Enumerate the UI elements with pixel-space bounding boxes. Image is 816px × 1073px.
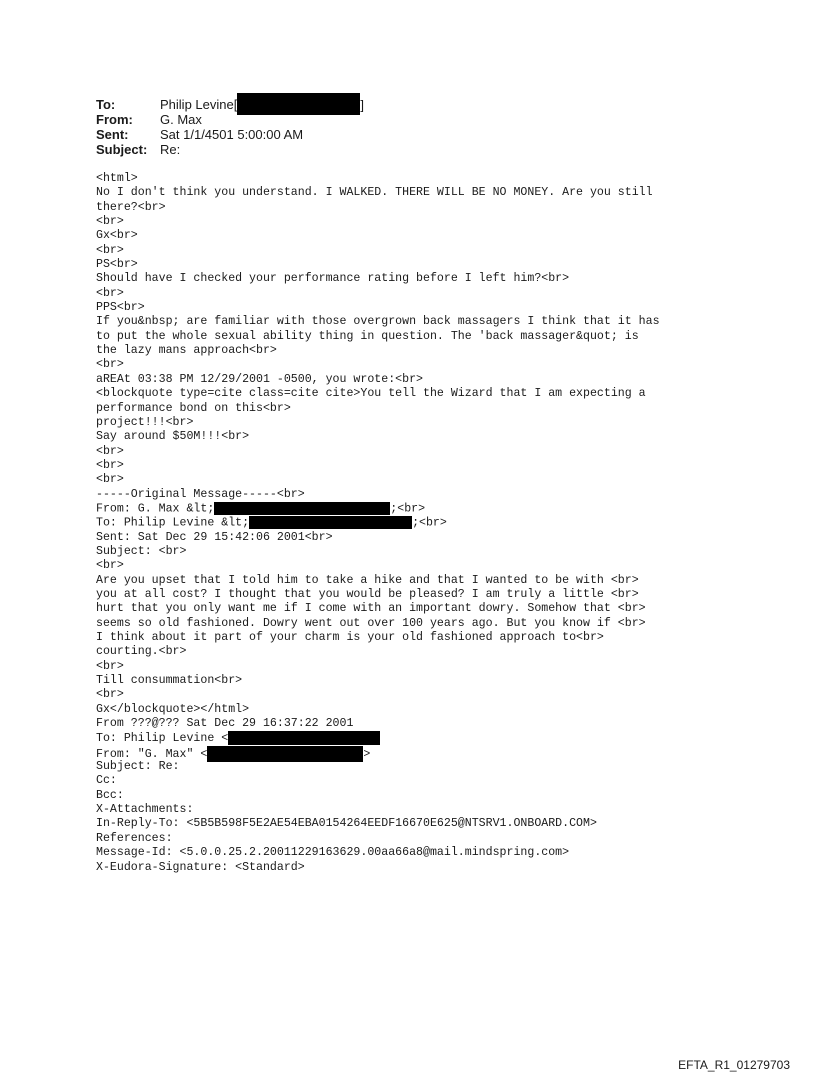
to-orig-prefix: To: Philip Levine &lt; xyxy=(96,516,250,530)
to-value: Philip Levine[ xyxy=(160,97,238,113)
body-line: In-Reply-To: <5B5B598F5E2AE54EBA0154264EEDF16670E625@NTSRV1.ONBOARD.COM> xyxy=(96,817,597,831)
body-line: hurt that you only want me if I come with an important dowry. Somehow that <br> xyxy=(96,602,646,616)
body-line: X-Attachments: xyxy=(96,803,194,817)
body-line: X-Eudora-Signature: <Standard> xyxy=(96,860,305,874)
subject-value: Re: xyxy=(160,142,181,157)
body-line: the lazy mans approach<br> xyxy=(96,344,277,358)
body-line: Should have I checked your performance rating before I left him?<br> xyxy=(96,272,570,286)
body-line: References: xyxy=(96,831,173,845)
to-label: To: xyxy=(96,97,116,113)
body-line: <br> xyxy=(96,458,124,472)
body-line: If you&nbsp; are familiar with those overgrown back massagers I think that it has xyxy=(96,315,660,329)
to-suffix: ] xyxy=(360,97,364,113)
from-eudora-prefix: From: "G. Max" < xyxy=(96,747,208,761)
to-eudora-prefix: To: Philip Levine < xyxy=(96,732,229,746)
sent-label: Sent: xyxy=(96,127,129,142)
body-line: Bcc: xyxy=(96,788,124,802)
body-line: <br> xyxy=(96,659,124,673)
body-line: Cc: xyxy=(96,774,117,788)
body-line: you at all cost? I thought that you would be pleased? I am truly a little <br> xyxy=(96,587,639,601)
body-line: Sent: Sat Dec 29 15:42:06 2001<br> xyxy=(96,530,333,544)
body-line: <br> xyxy=(96,286,124,300)
body-line: Gx<br> xyxy=(96,229,138,243)
document-id: EFTA_R1_01279703 xyxy=(678,1058,790,1072)
body-line: Subject: Re: xyxy=(96,760,180,774)
body-line: performance bond on this<br> xyxy=(96,401,291,415)
body-line: PS<br> xyxy=(96,258,138,272)
subject-label: Subject: xyxy=(96,142,148,157)
from-orig-tail: ;<br> xyxy=(390,502,426,516)
body-line: I think about it part of your charm is your old fashioned approach to<br> xyxy=(96,631,604,644)
body-line: <blockquote type=cite class=cite cite>You tell the Wizard that I am expecting a xyxy=(96,387,646,401)
body-line: From ???@??? Sat Dec 29 16:37:22 2001 xyxy=(96,717,354,731)
body-line: to put the whole sexual ability thing in question. The 'back massager&quot; is xyxy=(96,329,639,343)
body-line: <br> xyxy=(96,243,124,257)
body-line: <br> xyxy=(96,358,124,372)
body-line: No I don't think you understand. I WALKED. THERE WILL BE NO MONEY. Are you still xyxy=(96,186,653,200)
redaction-box xyxy=(207,746,363,762)
from-eudora-tail: > xyxy=(363,747,371,761)
body-line: Subject: <br> xyxy=(96,544,187,558)
body-line: aREAt 03:38 PM 12/29/2001 -0500, you wrote:<br> xyxy=(96,372,423,386)
body-line: <br> xyxy=(96,559,124,573)
body-line: <br> xyxy=(96,444,124,458)
body-line: <br> xyxy=(96,473,124,487)
body-line-from-redacted xyxy=(96,502,796,516)
body-line: courting.<br> xyxy=(96,645,187,659)
body-line-to-eudora-redacted xyxy=(96,731,796,745)
header-from-row xyxy=(96,112,364,127)
from-label: From: xyxy=(96,112,133,127)
sent-value: Sat 1/1/4501 5:00:00 AM xyxy=(160,127,304,142)
to-orig-tail: ;<br> xyxy=(412,516,447,530)
from-value: G. Max xyxy=(160,112,202,127)
body-line: <br> xyxy=(96,688,124,702)
header-subject-row xyxy=(96,142,364,157)
body-line-from-eudora-redacted xyxy=(96,746,796,760)
body-line: Are you upset that I told him to take a hike and that I wanted to be with <br> xyxy=(96,573,639,587)
email-header xyxy=(96,97,364,157)
redaction-box xyxy=(214,502,390,515)
body-line: seems so old fashioned. Dowry went out over 100 years ago. But you know if <br> xyxy=(96,616,646,630)
redaction-box xyxy=(249,516,412,529)
body-line: there?<br> xyxy=(96,200,166,214)
email-body xyxy=(96,172,796,875)
body-line-to-redacted xyxy=(96,516,796,530)
body-line: <html> xyxy=(96,172,138,185)
body-line: Till consummation<br> xyxy=(96,674,243,688)
body-line: Gx</blockquote></html> xyxy=(96,702,250,716)
body-line: Message-Id: <5.0.0.25.2.20011229163629.00aa66a8@mail.mindspring.com> xyxy=(96,846,570,860)
body-line: -----Original Message-----<br> xyxy=(96,487,305,501)
header-to-row xyxy=(96,97,364,112)
body-line: <br> xyxy=(96,215,124,229)
from-orig-prefix: From: G. Max &lt; xyxy=(96,502,215,516)
header-sent-row xyxy=(96,127,364,142)
body-line: Say around $50M!!!<br> xyxy=(96,430,250,444)
redaction-box xyxy=(228,731,380,745)
body-line: PPS<br> xyxy=(96,301,145,315)
body-line: project!!!<br> xyxy=(96,415,194,429)
